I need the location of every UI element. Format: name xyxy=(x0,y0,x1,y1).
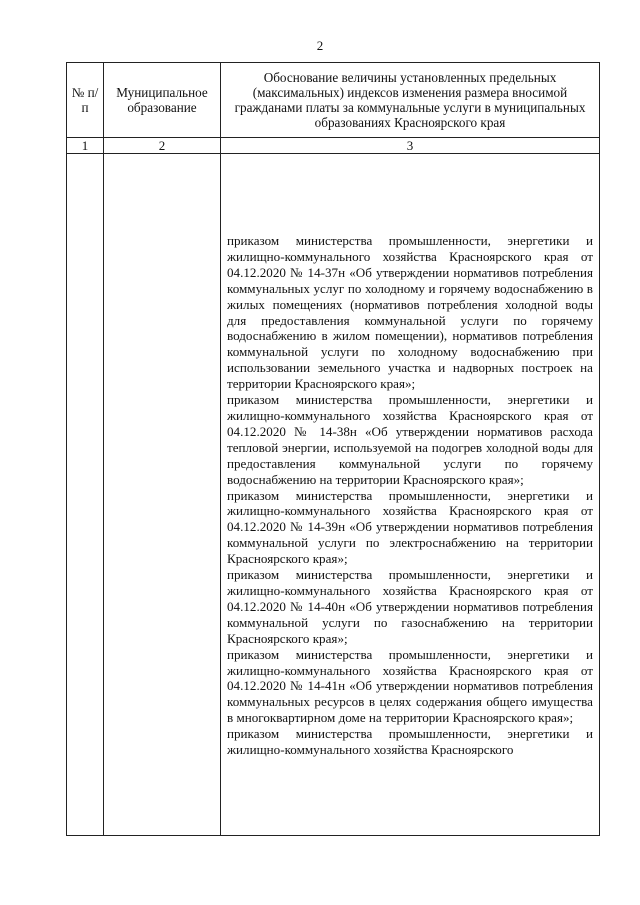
column-number: 3 xyxy=(221,138,600,154)
page-number: 2 xyxy=(316,38,324,53)
header-municipality xyxy=(104,63,221,138)
header-number-label: № п/п xyxy=(71,85,99,115)
order-paragraph: приказом министерства промышленности, энергетики и жилищно-коммунального хозяйства Красноярского края от 04.12.2020 № 14-40н «Об утверждении нормативов потребления коммунальной услуги по газоснабжению на территории Красноярского края»; xyxy=(227,567,593,646)
header-number xyxy=(67,63,104,138)
order-paragraph: приказом министерства промышленности, энергетики и жилищно-коммунального хозяйства Красноярского края от 04.12.2020 № 14-37н «Об утверждении нормативов потребления коммунальных услуг по холодному и горячему водоснабжению в жилых помещениях (нормативов потребления холодной воды для предоставления коммунальной услуги по горячему водоснабжению в жилом помещении), нормативов потребления коммунальной услуги по холодному водоснабжению при использовании земельного участка и надворных построек на территории Красноярского края»; xyxy=(227,233,593,392)
table-row xyxy=(67,154,600,836)
header-municipality-label: Муниципальное образование xyxy=(116,85,208,115)
order-paragraph: приказом министерства промышленности, энергетики и жилищно-коммунального хозяйства Красноярского края от 04.12.2020 № 14-41н «Об утверждении нормативов потребления коммунальных ресурсов в целях содержания общего имущества в многоквартирном доме на территории Красноярского края»; xyxy=(227,646,593,726)
column-number: 2 xyxy=(104,138,221,154)
justification-table xyxy=(66,62,600,836)
order-paragraph: приказом министерства промышленности, энергетики и жилищно-коммунального хозяйства Красноярского xyxy=(227,726,593,758)
row-number-cell xyxy=(67,154,104,836)
justification-text xyxy=(221,231,599,758)
order-paragraph: приказом министерства промышленности, энергетики и жилищно-коммунального хозяйства Красноярского края от 04.12.2020 № 14-39н «Об утверждении нормативов потребления коммунальной услуги по электроснабжению на территории Красноярского края»; xyxy=(227,487,593,567)
header-justification-label: Обоснование величины установленных предельных (максимальных) индексов изменения размера вносимой гражданами платы за коммунальные услуги в муниципальных образованиях Красноярского края xyxy=(234,70,586,130)
table-header-row xyxy=(67,63,600,138)
row-justification-cell xyxy=(221,154,600,836)
column-number-row xyxy=(67,138,600,154)
header-justification xyxy=(221,63,600,138)
column-number: 1 xyxy=(67,138,104,154)
row-municipality-cell xyxy=(104,154,221,836)
order-paragraph: приказом министерства промышленности, энергетики и жилищно-коммунального хозяйства Красноярского края от 04.12.2020 № 14-38н «Об утверждении нормативов расхода тепловой энергии, используемой на подогрев холодной воды для предоставления коммунальной услуги по горячему водоснабжению на территории Красноярского края»; xyxy=(227,392,593,487)
